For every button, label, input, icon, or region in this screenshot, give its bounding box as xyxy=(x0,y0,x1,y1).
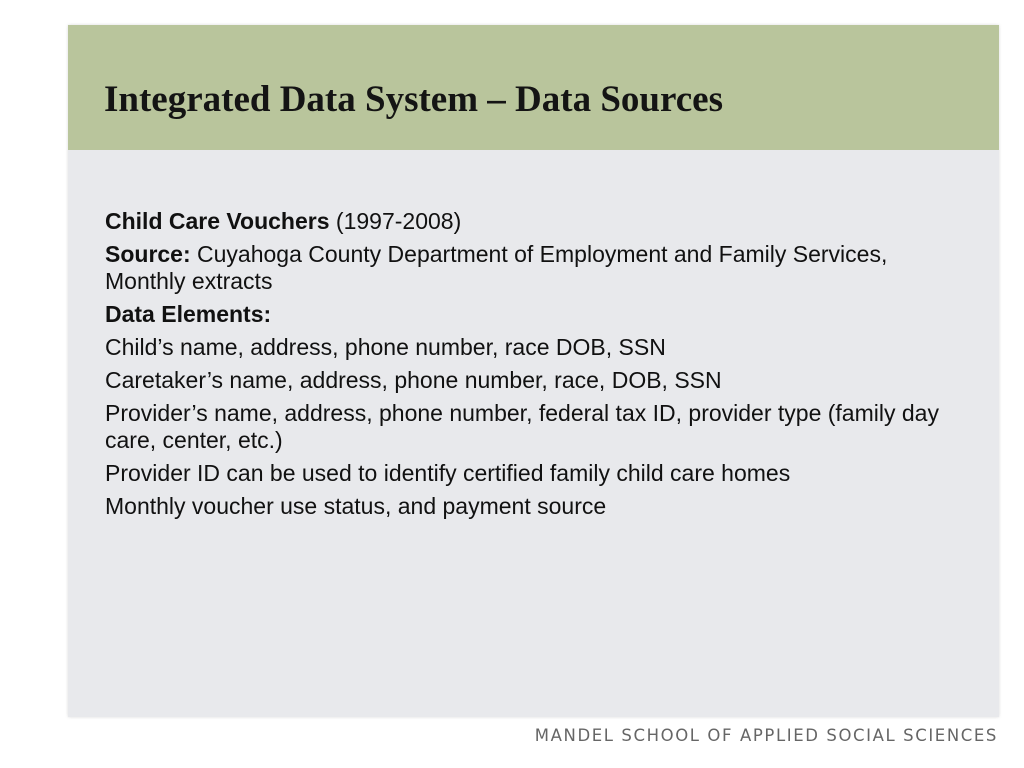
source-label: Source: xyxy=(105,241,191,267)
dataset-heading xyxy=(105,208,965,235)
data-element-item: Caretaker’s name, address, phone number, race, DOB, SSN xyxy=(105,367,722,393)
source-text: Cuyahoga County Department of Employment and Family Services, Monthly extracts xyxy=(105,241,888,294)
dataset-name: Child Care Vouchers xyxy=(105,208,330,234)
data-element-item: Monthly voucher use status, and payment source xyxy=(105,493,607,519)
data-element-item: Child’s name, address, phone number, race DOB, SSN xyxy=(105,334,666,360)
data-element-item: Provider ID can be used to identify certified family child care homes xyxy=(105,460,791,486)
data-elements-label: Data Elements: xyxy=(105,301,272,327)
slide-title: Integrated Data System – Data Sources xyxy=(104,79,723,120)
dataset-years: (1997-2008) xyxy=(329,208,462,234)
footer-school-name: MANDEL SCHOOL OF APPLIED SOCIAL SCIENCES xyxy=(534,726,998,745)
slide-body xyxy=(105,208,965,526)
source-line xyxy=(105,241,965,295)
data-element-item: Provider’s name, address, phone number, federal tax ID, provider type (family day care, center, etc.) xyxy=(105,400,939,453)
